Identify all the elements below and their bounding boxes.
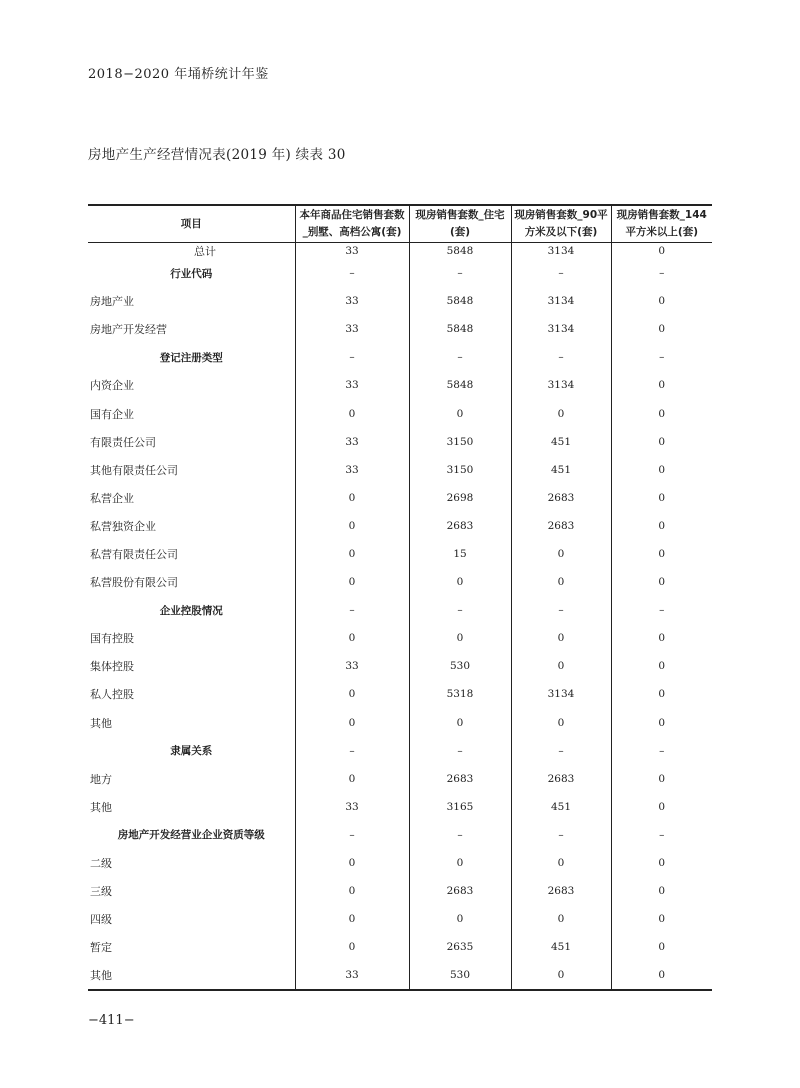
row-label: 房地产开发经营业企业资质等级 xyxy=(117,829,265,842)
table-row xyxy=(88,287,712,315)
cell-value: 530 xyxy=(409,652,511,680)
cell-value: 3150 xyxy=(409,456,511,484)
cell-value: 2683 xyxy=(511,877,611,905)
cell-value: 0 xyxy=(409,624,511,652)
cell-value: 0 xyxy=(295,624,409,652)
table-row xyxy=(88,849,712,877)
cell-value: 530 xyxy=(409,961,511,990)
cell-value: 2683 xyxy=(511,512,611,540)
cell-value: 0 xyxy=(611,371,712,399)
row-label: 登记注册类型 xyxy=(159,351,223,364)
table-row xyxy=(88,540,712,568)
cell-value: 451 xyxy=(511,933,611,961)
row-label: 其他 xyxy=(90,716,112,730)
table-row xyxy=(88,961,712,990)
table-row xyxy=(88,821,712,849)
cell-value: – xyxy=(295,259,409,287)
table-row xyxy=(88,243,712,260)
cell-value: 3134 xyxy=(511,680,611,708)
cell-value: 5848 xyxy=(409,315,511,343)
cell-value: 5848 xyxy=(409,243,511,260)
cell-value: 0 xyxy=(611,287,712,315)
table-row xyxy=(88,709,712,737)
page-number: −411− xyxy=(88,1013,135,1028)
cell-value: 0 xyxy=(611,680,712,708)
cell-value: 2683 xyxy=(511,484,611,512)
cell-value: 0 xyxy=(611,568,712,596)
cell-value: 3134 xyxy=(511,243,611,260)
cell-value: 0 xyxy=(611,652,712,680)
cell-value: 0 xyxy=(409,709,511,737)
cell-value: 3134 xyxy=(511,315,611,343)
table-row xyxy=(88,652,712,680)
cell-value: – xyxy=(511,821,611,849)
table-row xyxy=(88,399,712,427)
cell-value: 0 xyxy=(511,709,611,737)
cell-value: 0 xyxy=(611,624,712,652)
cell-value: 451 xyxy=(511,428,611,456)
row-label: 房地产业 xyxy=(90,295,134,309)
row-label: 暂定 xyxy=(90,941,112,955)
row-label: 有限责任公司 xyxy=(90,435,156,449)
cell-value: 2635 xyxy=(409,933,511,961)
cell-value: – xyxy=(409,259,511,287)
table-row xyxy=(88,512,712,540)
cell-value: 33 xyxy=(295,652,409,680)
cell-value: 33 xyxy=(295,961,409,990)
table-row xyxy=(88,905,712,933)
cell-value: 0 xyxy=(611,315,712,343)
cell-value: 5318 xyxy=(409,680,511,708)
row-label: 行业代码 xyxy=(170,267,213,280)
header-villa-sales: 本年商品住宅销售套数_别墅、高档公寓(套) xyxy=(295,205,409,243)
cell-value: 0 xyxy=(295,933,409,961)
cell-value: 0 xyxy=(511,849,611,877)
row-label: 三级 xyxy=(90,885,112,899)
table-row xyxy=(88,680,712,708)
cell-value: 0 xyxy=(409,399,511,427)
cell-value: 33 xyxy=(295,287,409,315)
cell-value: 0 xyxy=(611,765,712,793)
header-over-144-sales: 现房销售套数_144平方米以上(套) xyxy=(611,205,712,243)
cell-value: – xyxy=(611,821,712,849)
cell-value: 451 xyxy=(511,793,611,821)
cell-value: 5848 xyxy=(409,371,511,399)
row-label: 私人控股 xyxy=(90,688,134,702)
row-label: 内资企业 xyxy=(90,379,134,393)
cell-value: 3134 xyxy=(511,287,611,315)
cell-value: – xyxy=(511,259,611,287)
cell-value: 0 xyxy=(611,428,712,456)
cell-value: – xyxy=(295,596,409,624)
cell-value: – xyxy=(511,596,611,624)
table-row xyxy=(88,315,712,343)
row-label: 隶属关系 xyxy=(170,745,213,758)
cell-value: 0 xyxy=(295,877,409,905)
cell-value: – xyxy=(511,343,611,371)
cell-value: 0 xyxy=(511,540,611,568)
cell-value: 15 xyxy=(409,540,511,568)
cell-value: 33 xyxy=(295,428,409,456)
header-under-90-sales: 现房销售套数_90平方米及以下(套) xyxy=(511,205,611,243)
cell-value: 2683 xyxy=(409,512,511,540)
row-label: 其他有限责任公司 xyxy=(90,463,178,477)
cell-value: 0 xyxy=(611,484,712,512)
cell-value: 33 xyxy=(295,315,409,343)
cell-value: 5848 xyxy=(409,287,511,315)
cell-value: 0 xyxy=(611,512,712,540)
row-label: 房地产开发经营 xyxy=(90,323,167,337)
header-item: 项目 xyxy=(88,205,295,243)
cell-value: – xyxy=(611,737,712,765)
table-header-row xyxy=(88,205,712,243)
cell-value: – xyxy=(611,343,712,371)
cell-value: 0 xyxy=(611,456,712,484)
cell-value: 3150 xyxy=(409,428,511,456)
row-label: 私营企业 xyxy=(90,491,134,505)
cell-value: 0 xyxy=(611,540,712,568)
cell-value: 0 xyxy=(511,399,611,427)
cell-value: 0 xyxy=(611,399,712,427)
cell-value: – xyxy=(611,596,712,624)
cell-value: 33 xyxy=(295,371,409,399)
cell-value: – xyxy=(295,343,409,371)
row-label: 国有控股 xyxy=(90,632,134,646)
cell-value: 0 xyxy=(409,568,511,596)
cell-value: 33 xyxy=(295,793,409,821)
row-label: 私营独资企业 xyxy=(90,519,156,533)
cell-value: – xyxy=(409,737,511,765)
header-housing-sales: 现房销售套数_住宅(套) xyxy=(409,205,511,243)
cell-value: 0 xyxy=(511,624,611,652)
table-row xyxy=(88,624,712,652)
table-row xyxy=(88,456,712,484)
cell-value: 0 xyxy=(611,849,712,877)
cell-value: 33 xyxy=(295,243,409,260)
running-header: 2018−2020 年埇桥统计年鉴 xyxy=(88,67,269,82)
row-label: 私营有限责任公司 xyxy=(90,547,178,561)
row-label: 企业控股情况 xyxy=(159,604,223,617)
table-row xyxy=(88,737,712,765)
cell-value: 0 xyxy=(295,849,409,877)
table-row xyxy=(88,568,712,596)
row-label: 其他 xyxy=(90,800,112,814)
cell-value: 0 xyxy=(295,568,409,596)
cell-value: 0 xyxy=(611,905,712,933)
cell-value: 0 xyxy=(295,399,409,427)
cell-value: 2683 xyxy=(409,877,511,905)
cell-value: – xyxy=(295,821,409,849)
table-row xyxy=(88,596,712,624)
table-row xyxy=(88,371,712,399)
statistics-table xyxy=(88,204,712,991)
table-row xyxy=(88,933,712,961)
cell-value: 0 xyxy=(511,961,611,990)
cell-value: 0 xyxy=(611,709,712,737)
row-label: 四级 xyxy=(90,913,112,927)
cell-value: 0 xyxy=(295,680,409,708)
row-label: 其他 xyxy=(90,969,112,983)
cell-value: 0 xyxy=(511,905,611,933)
cell-value: 0 xyxy=(295,709,409,737)
table-row xyxy=(88,259,712,287)
cell-value: 0 xyxy=(295,540,409,568)
cell-value: 3165 xyxy=(409,793,511,821)
row-label: 集体控股 xyxy=(90,660,134,674)
cell-value: 0 xyxy=(611,243,712,260)
cell-value: 0 xyxy=(409,849,511,877)
cell-value: 0 xyxy=(295,765,409,793)
cell-value: – xyxy=(409,821,511,849)
table-row xyxy=(88,793,712,821)
row-label: 二级 xyxy=(90,857,112,871)
cell-value: 0 xyxy=(295,484,409,512)
cell-value: 2683 xyxy=(511,765,611,793)
row-label: 私营股份有限公司 xyxy=(90,576,178,590)
cell-value: 2698 xyxy=(409,484,511,512)
cell-value: 0 xyxy=(611,933,712,961)
table-row xyxy=(88,877,712,905)
cell-value: 33 xyxy=(295,456,409,484)
cell-value: 0 xyxy=(511,652,611,680)
cell-value: – xyxy=(295,737,409,765)
cell-value: 0 xyxy=(295,905,409,933)
row-label: 国有企业 xyxy=(90,407,134,421)
table-row xyxy=(88,765,712,793)
cell-value: 0 xyxy=(409,905,511,933)
table-row xyxy=(88,484,712,512)
row-label: 总计 xyxy=(194,245,216,258)
cell-value: – xyxy=(611,259,712,287)
table-title: 房地产生产经营情况表(2019 年) 续表 30 xyxy=(88,147,346,163)
cell-value: 2683 xyxy=(409,765,511,793)
cell-value: 0 xyxy=(511,568,611,596)
cell-value: 0 xyxy=(611,793,712,821)
table-row xyxy=(88,428,712,456)
cell-value: 0 xyxy=(295,512,409,540)
table-row xyxy=(88,343,712,371)
cell-value: – xyxy=(511,737,611,765)
cell-value: 3134 xyxy=(511,371,611,399)
cell-value: – xyxy=(409,343,511,371)
cell-value: – xyxy=(409,596,511,624)
cell-value: 451 xyxy=(511,456,611,484)
cell-value: 0 xyxy=(611,961,712,990)
cell-value: 0 xyxy=(611,877,712,905)
row-label: 地方 xyxy=(90,772,112,786)
